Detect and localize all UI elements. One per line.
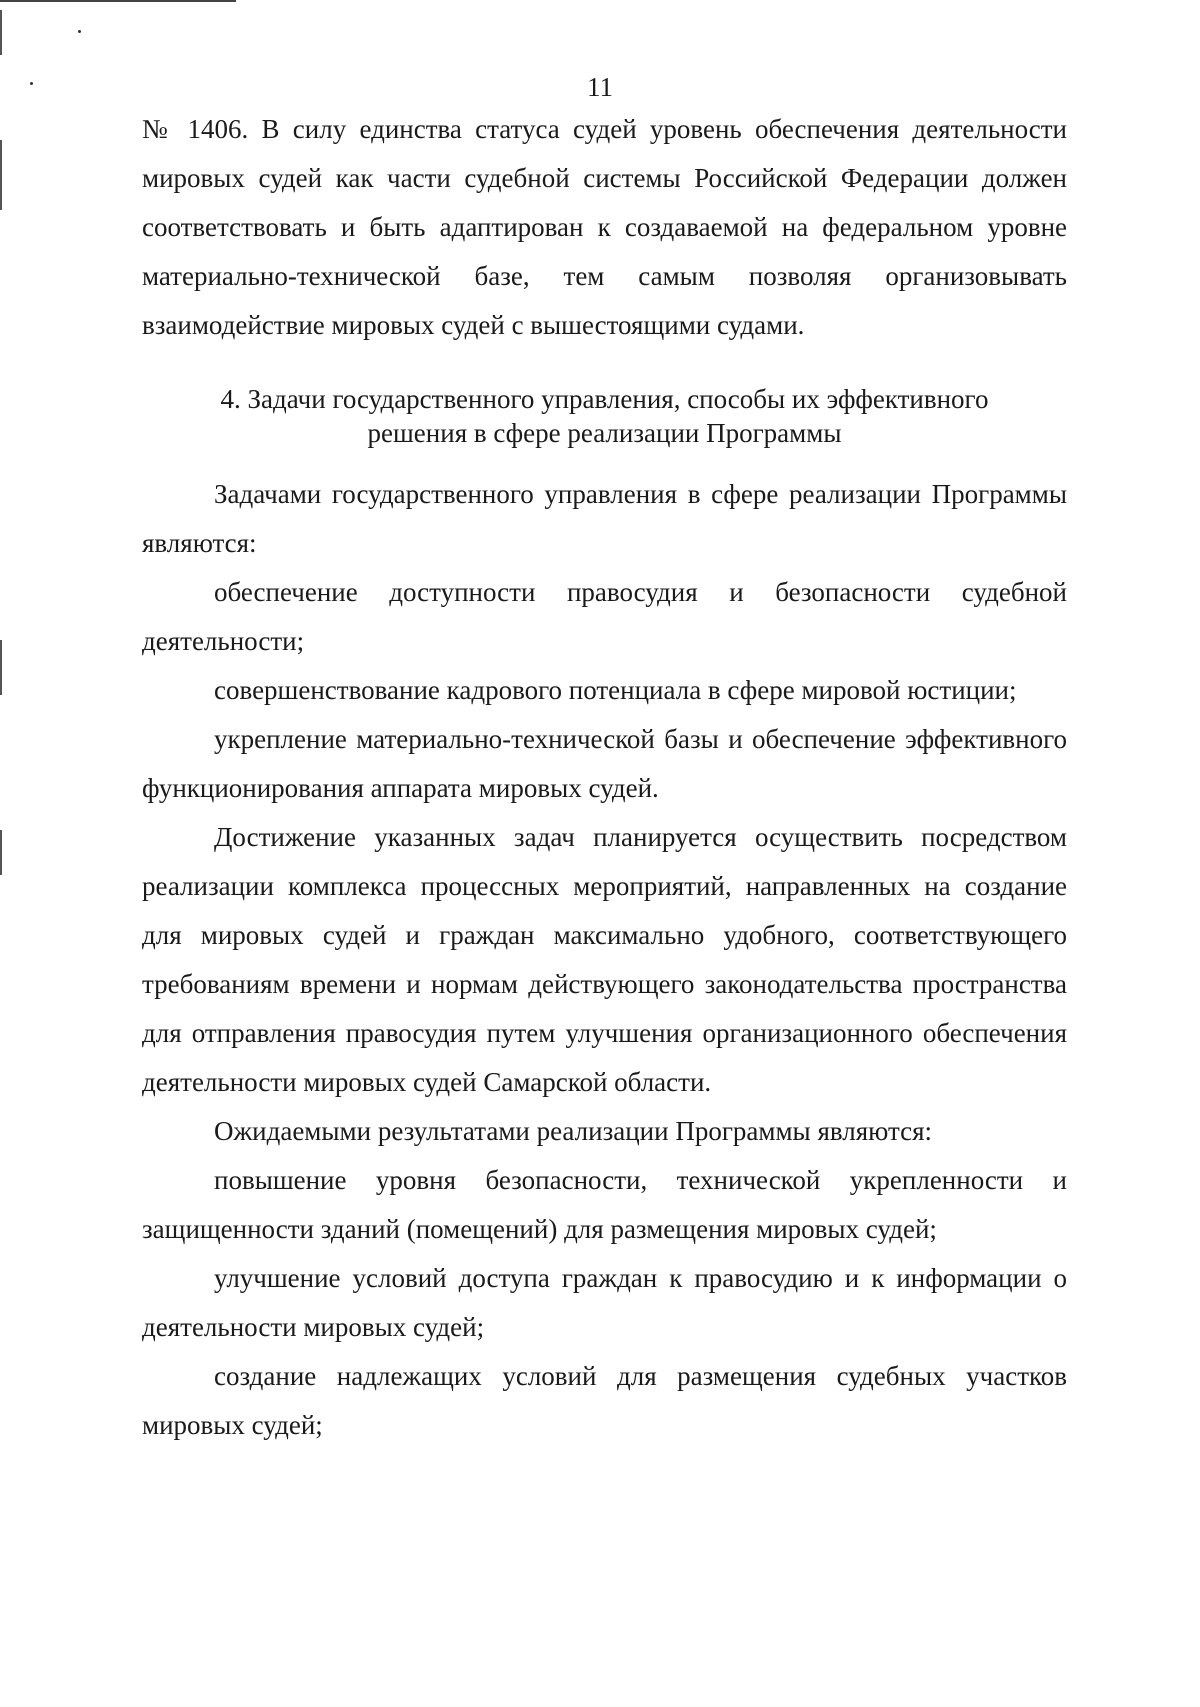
paragraph: укрепление материально-технической базы и обеспечение эффективного функционирования аппарата мировых судей. xyxy=(142,724,1067,803)
paragraph: повышение уровня безопасности, технической укрепленности и защищенности зданий (помещений) для размещения мировых судей; xyxy=(142,1165,1067,1244)
paragraph: совершенствование кадрового потенциала в сфере мировой юстиции; xyxy=(214,675,1017,705)
paragraph: № 1406. В силу единства статуса судей уровень обеспечения деятельности мировых судей как части судебной системы Российской Федерации должен соответствовать и быть адаптирован к создаваемой на федеральном уровне материально-технической базе, тем самым позволяя организовывать взаимодействие мировых судей с вышестоящими судами. xyxy=(142,114,1067,340)
scan-left-mark xyxy=(0,830,2,875)
paragraph: создание надлежащих условий для размещения судебных участков мировых судей; xyxy=(142,1361,1067,1440)
paragraph: обеспечение доступности правосудия и безопасности судебной деятельности; xyxy=(142,577,1067,656)
section-heading xyxy=(142,382,1067,450)
paragraph: Ожидаемыми результатами реализации Программы являются: xyxy=(214,1116,932,1146)
scan-left-mark xyxy=(0,140,2,210)
section-heading-line: 4. Задачи государственного управления, способы их эффективного xyxy=(220,384,989,414)
scan-top-rule xyxy=(0,0,236,2)
paragraph: Задачами государственного управления в сфере реализации Программы являются: xyxy=(142,479,1067,558)
paragraph: улучшение условий доступа граждан к правосудию и к информации о деятельности мировых судей; xyxy=(142,1263,1067,1342)
paragraph: Достижение указанных задач планируется осуществить посредством реализации комплекса процессных мероприятий, направленных на создание для мировых судей и граждан максимально удобного, соответствующего требованиям времени и нормам действующего законодательства пространства для отправления правосудия путем улучшения организационного обеспечения деятельности мировых судей Самарской области. xyxy=(142,822,1067,1097)
scan-speck xyxy=(78,30,81,33)
scan-left-mark xyxy=(0,10,2,55)
document-body xyxy=(142,105,1067,1450)
section-heading-line: решения в сфере реализации Программы xyxy=(367,418,842,448)
scan-left-mark xyxy=(0,640,2,695)
page-number: 11 xyxy=(587,72,613,102)
